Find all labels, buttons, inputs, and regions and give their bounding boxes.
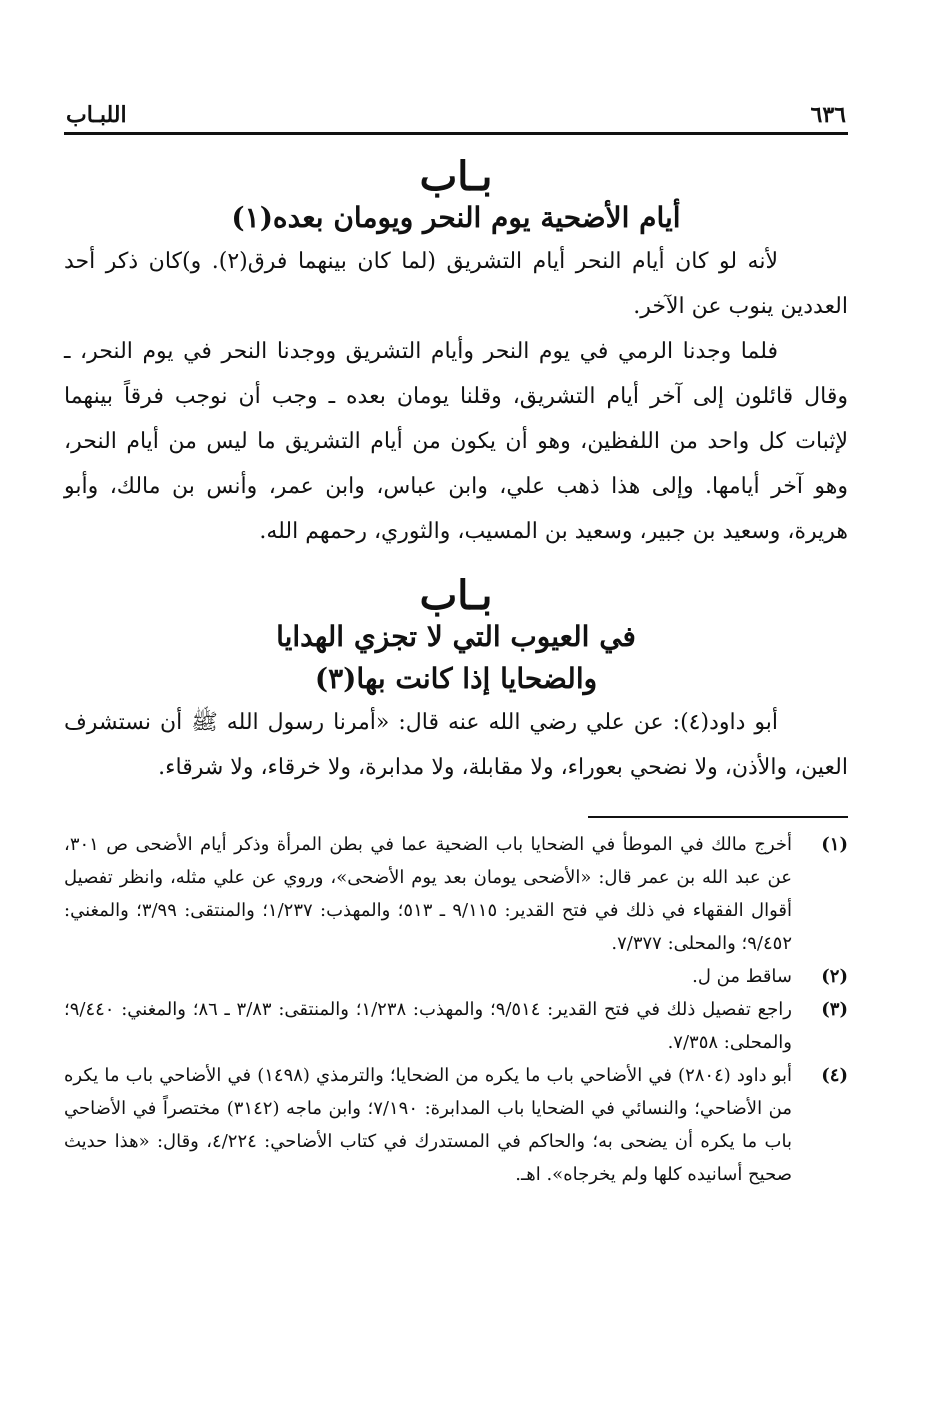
footnote-number: (٢) [821, 966, 848, 987]
section2-title-line2: والضحايا إذا كانت بها(٣) [314, 662, 598, 695]
running-header [64, 90, 848, 135]
section2-title-line1: في العيوب التي لا تجزي الهدايا [276, 620, 636, 653]
footnote-number: (٣) [821, 999, 848, 1020]
section2-paragraph: أبو داود(٤): عن علي رضي الله عنه قال: «أمرنا رسول الله ﷺ أن نستشرف العين، والأذن، ولا نضحي بعوراء، ولا مقابلة، ولا مدابرة، ولا خرقاء، ولا شرقاء. [64, 710, 848, 780]
footnote-number: (٤) [821, 1065, 848, 1086]
footnote-3 [64, 993, 848, 1059]
footnote-1 [64, 828, 848, 960]
footnote-separator [588, 816, 848, 818]
section1-title: أيام الأضحية يوم النحر ويومان بعده(١) [231, 201, 681, 234]
footnote-text: راجع تفصيل ذلك في فتح القدير: ٩/٥١٤؛ والمهذب: ١/٢٣٨؛ والمنتقى: ٣/٨٣ ـ ٨٦؛ والمغني: ٩/٤٤٠؛ والمحلى: ٧/٣٥٨. [64, 999, 793, 1053]
footnote-4 [64, 1059, 848, 1191]
section1-paragraph-2: فلما وجدنا الرمي في يوم النحر وأيام التشريق ووجدنا النحر في يوم النحر، ـ وقال قائلون إلى آخر أيام التشريق، وقلنا يومان بعده ـ وجب أن نوجب فرقاً بينهما لإثبات كل واحد من اللفظين، وهو أن يكون من أيام التشريق ما ليس من أيام النحر، وهو آخر أيامها. وإلى هذا ذهب علي، وابن عباس، وابن عمر، وأنس بن مالك، وأبو هريرة، وسعيد بن جبير، وسعيد بن المسيب، والثوري، رحمهم الله. [64, 339, 848, 544]
section2-bab-heading: بـاب [419, 572, 493, 619]
footnote-number: (١) [821, 834, 848, 855]
footnote-text: أبو داود (٢٨٠٤) في الأضاحي باب ما يكره من الضحايا؛ والترمذي (١٤٩٨) في الأضاحي باب ما يكره من الأضاحي؛ والنسائي في الضحايا باب المدابرة: ٧/١٩٠؛ وابن ماجه (٣١٤٢) مختصراً في الأضاحي باب ما يكره أن يضحى به؛ والحاكم في المستدرك في كتاب الأضاحي: ٤/٢٢٤، وقال: «هذا حديث صحيح أسانيده كلها ولم يخرجاه». اهـ. [64, 1065, 793, 1185]
section1-bab-heading: بـاب [419, 153, 493, 200]
section1-paragraph-1: لأنه لو كان أيام النحر أيام التشريق (لما كان بينهما فرق(٢). و)كان ذكر أحد العددين ينوب عن الآخر. [64, 249, 848, 319]
footnotes [64, 828, 848, 1191]
footnote-2 [64, 960, 848, 993]
footnote-text: أخرج مالك في الموطأ في الضحايا باب الضحية عما في بطن المرأة وذكر أيام الأضحى ص ٣٠١، عن عبد الله بن عمر قال: «الأضحى يومان بعد يوم الأضحى»، وروي عن علي مثله، وانظر تفصيل أقوال الفقهاء في ذلك في فتح القدير: ٩/١١٥ ـ ٥١٣؛ والمهذب: ١/٢٣٧؛ والمنتقى: ٣/٩٩؛ والمغني: ٩/٤٥٢؛ والمحلى: ٧/٣٧٧. [64, 834, 792, 954]
book-title: اللبـاب [66, 102, 127, 128]
footnote-text: ساقط من ل. [692, 966, 792, 987]
book-page [64, 90, 848, 1191]
page-number: ٦٣٦ [810, 102, 846, 128]
